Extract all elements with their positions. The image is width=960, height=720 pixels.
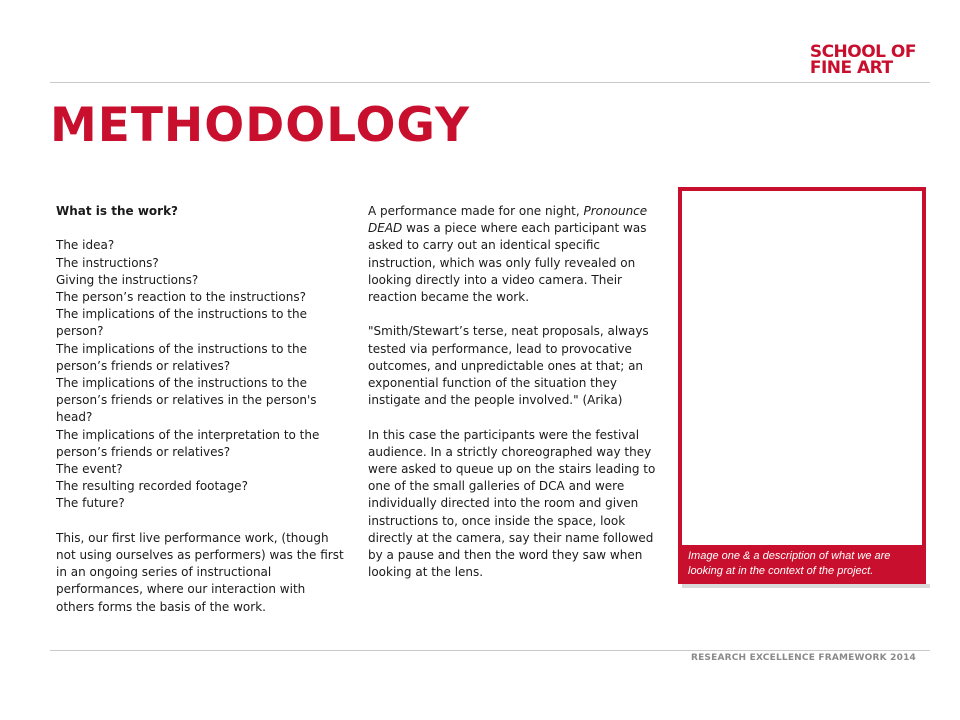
question-item: The implications of the instructions to the person’s friends or relatives? [56, 341, 307, 373]
question-item: The implications of the instructions to the person’s friends or relatives in the person's head? [56, 376, 317, 425]
spacer [368, 306, 656, 323]
image-caption: Image one & a description of what we are looking at in the context of the project. [678, 545, 926, 584]
logo-line-2: FINE ART [809, 58, 893, 78]
question-item: Giving the instructions? [56, 272, 199, 287]
work-title: Pronounce DEAD [368, 204, 648, 236]
middle-text-column [368, 203, 656, 581]
top-divider [50, 82, 930, 83]
question-item: The implications of the interpretation to the person’s friends or relatives? [56, 427, 320, 459]
footer-label: RESEARCH EXCELLENCE FRAMEWORK 2014 [690, 653, 916, 663]
bottom-divider [50, 650, 930, 651]
middle-paragraph-3: In this case the participants were the festival audience. In a strictly choreographed way they were asked to queue up on the stairs leading to one of the small galleries of DCA and were individually directed into the room and given instructions to, once inside the space, look directly at the camera, say their name followed by a pause and then the word they saw when looking at the lens. [368, 427, 656, 580]
school-of-fine-art-logo [810, 44, 916, 76]
left-paragraph: This, our first live performance work, (though not using ourselves as performers) was the first in an ongoing series of instructional performances, where our interaction with others forms the basis of the work. [56, 530, 344, 614]
middle-paragraph-quote: "Smith/Stewart’s terse, neat proposals, always tested via performance, lead to provocative outcomes, and unpredictable ones at that; an exponential function of the situation they instigate and the people involved." (Arika) [368, 324, 649, 408]
p1-suffix: was a piece where each participant was asked to carry out an identical specific instruction, which was only fully revealed on looking directly into a video camera. Their reaction became the work. [368, 221, 647, 305]
question-item: The resulting recorded footage? [56, 479, 248, 494]
left-heading: What is the work? [56, 204, 179, 218]
spacer [56, 220, 346, 237]
spacer [56, 513, 346, 530]
spacer [368, 409, 656, 426]
p1-prefix: A performance made for one night, [368, 204, 584, 218]
logo-line-1: SCHOOL OF [809, 42, 916, 62]
question-item: The implications of the instructions to the person? [56, 307, 307, 339]
image-placeholder-frame [678, 187, 926, 584]
middle-paragraph-1 [368, 203, 656, 306]
left-text-column [56, 203, 346, 616]
question-item: The person’s reaction to the instructions? [56, 290, 306, 304]
question-item: The instructions? [56, 255, 159, 270]
page-title: METHODOLOGY [50, 98, 471, 153]
question-item: The future? [56, 496, 125, 511]
question-item: The event? [56, 462, 123, 477]
image-frame-shadow [682, 584, 930, 588]
question-item: The idea? [56, 238, 115, 253]
